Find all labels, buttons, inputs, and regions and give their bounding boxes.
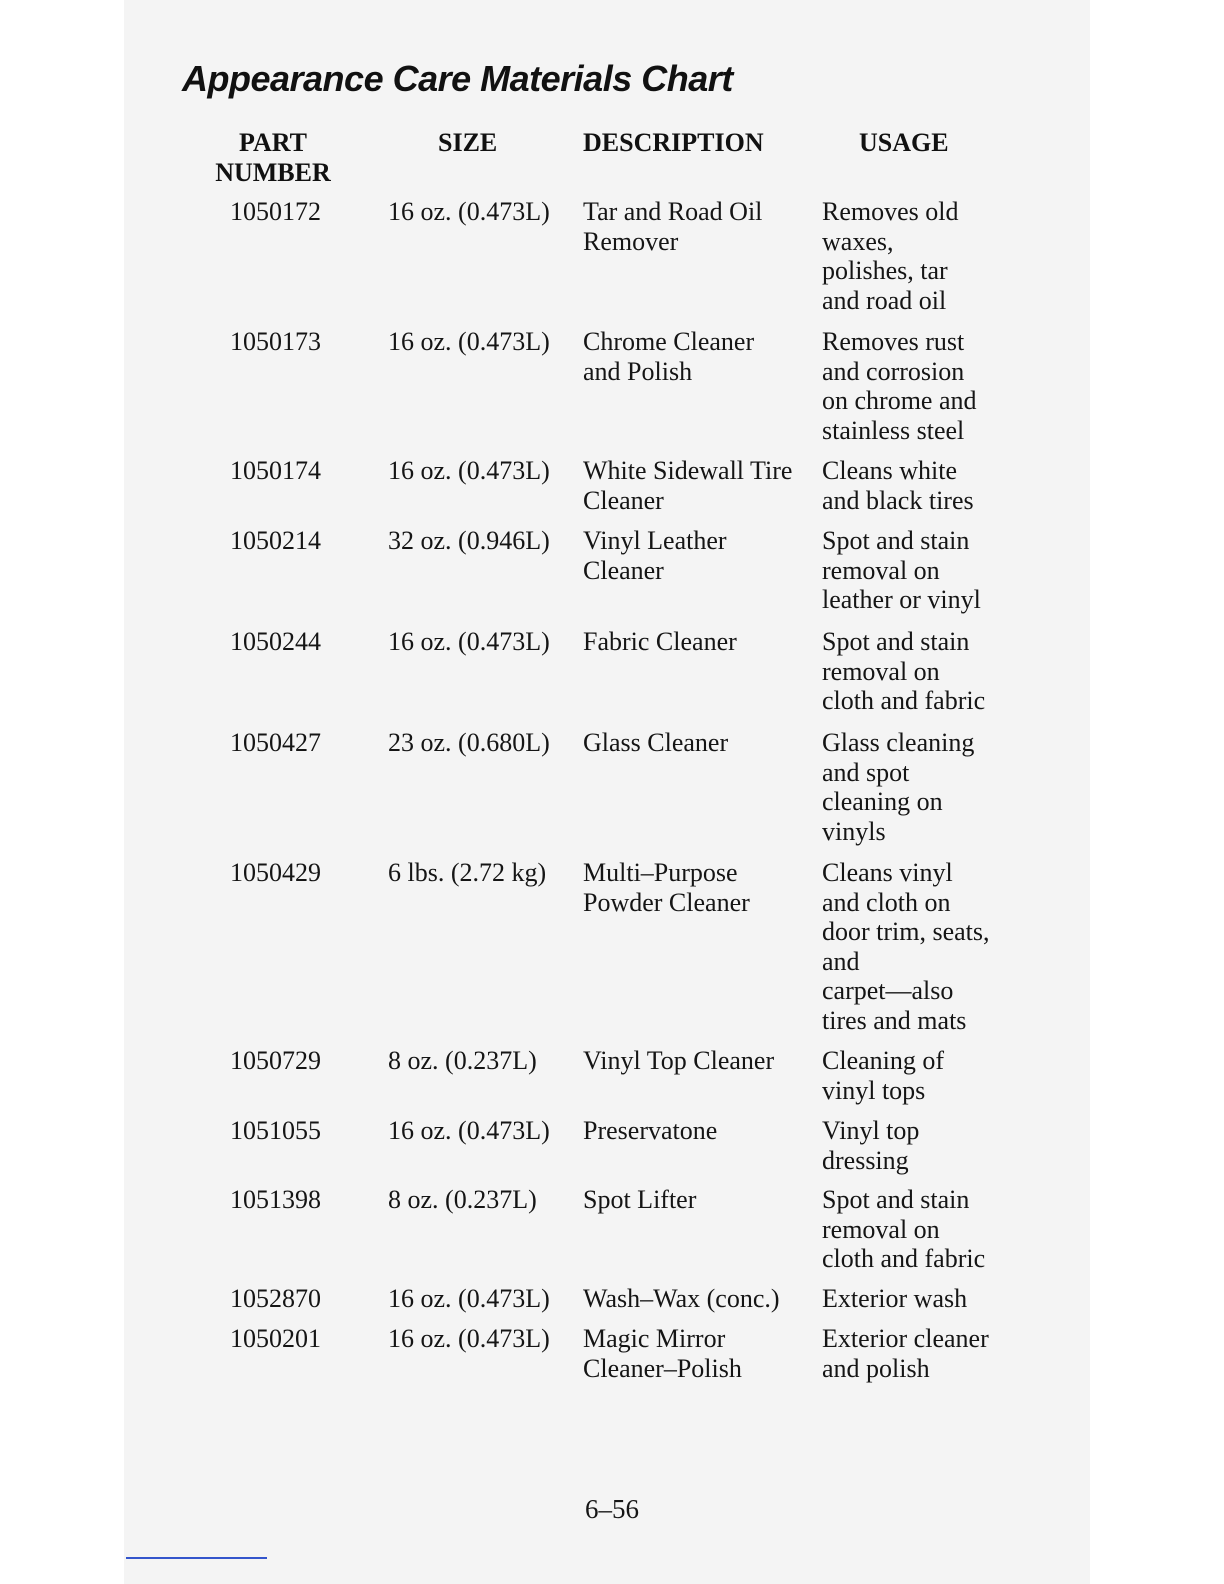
description-cell: Preservatone — [583, 1116, 718, 1145]
usage-cell: Removes rust and corrosion on chrome and stainless steel — [822, 327, 977, 445]
size-cell: 16 oz. (0.473L) — [388, 327, 550, 356]
description-cell: Vinyl Top Cleaner — [583, 1046, 775, 1075]
part-number-cell: 1051398 — [230, 1185, 321, 1214]
description-cell: Wash–Wax (conc.) — [583, 1284, 780, 1313]
size-cell: 16 oz. (0.473L) — [388, 627, 550, 656]
size-cell: 23 oz. (0.680L) — [388, 728, 550, 757]
part-number-cell: 1050173 — [230, 327, 321, 356]
description-cell: Glass Cleaner — [583, 728, 729, 757]
header-part-line1: PART — [239, 128, 307, 157]
usage-cell: Cleans vinyl and cloth on door trim, seats, and carpet—also tires and mats — [822, 858, 990, 1035]
description-cell: Vinyl Leather Cleaner — [583, 526, 727, 585]
size-cell: 8 oz. (0.237L) — [388, 1185, 537, 1214]
description-cell: Tar and Road Oil Remover — [583, 197, 763, 256]
size-cell: 16 oz. (0.473L) — [388, 197, 550, 226]
page-title: Appearance Care Materials Chart — [182, 58, 733, 99]
part-number-cell: 1050429 — [230, 858, 321, 887]
part-number-cell: 1050729 — [230, 1046, 321, 1075]
header-size: SIZE — [438, 128, 498, 157]
header-usage: USAGE — [859, 128, 949, 157]
usage-cell: Spot and stain removal on cloth and fabric — [822, 1185, 986, 1274]
usage-cell: Cleaning of vinyl tops — [822, 1046, 945, 1105]
usage-cell: Cleans white and black tires — [822, 456, 974, 515]
description-cell: Magic Mirror Cleaner–Polish — [583, 1324, 742, 1383]
usage-cell: Vinyl top dressing — [822, 1116, 920, 1175]
usage-cell: Exterior wash — [822, 1284, 968, 1313]
part-number-cell: 1050214 — [230, 526, 321, 555]
header-description: DESCRIPTION — [583, 128, 764, 157]
usage-cell: Removes old waxes, polishes, tar and road oil — [822, 197, 959, 315]
description-cell: Chrome Cleaner and Polish — [583, 327, 755, 386]
page-number: 6–56 — [585, 1494, 639, 1524]
description-cell: Spot Lifter — [583, 1185, 697, 1214]
size-cell: 16 oz. (0.473L) — [388, 1116, 550, 1145]
part-number-cell: 1051055 — [230, 1116, 321, 1145]
part-number-cell: 1052870 — [230, 1284, 321, 1313]
size-cell: 16 oz. (0.473L) — [388, 1324, 550, 1353]
part-number-cell: 1050172 — [230, 197, 321, 226]
usage-cell: Spot and stain removal on leather or vinyl — [822, 526, 981, 615]
description-cell: Multi–Purpose Powder Cleaner — [583, 858, 750, 917]
size-cell: 6 lbs. (2.72 kg) — [388, 858, 547, 887]
size-cell: 16 oz. (0.473L) — [388, 456, 550, 485]
part-number-cell: 1050244 — [230, 627, 321, 656]
usage-cell: Exterior cleaner and polish — [822, 1324, 989, 1383]
size-cell: 8 oz. (0.237L) — [388, 1046, 537, 1075]
header-part-line2: NUMBER — [215, 158, 331, 187]
size-cell: 32 oz. (0.946L) — [388, 526, 550, 555]
description-cell: Fabric Cleaner — [583, 627, 737, 656]
usage-cell: Glass cleaning and spot cleaning on vinyls — [822, 728, 975, 846]
description-cell: White Sidewall Tire Cleaner — [583, 456, 793, 515]
part-number-cell: 1050174 — [230, 456, 321, 485]
size-cell: 16 oz. (0.473L) — [388, 1284, 550, 1313]
part-number-cell: 1050427 — [230, 728, 321, 757]
header-part-number — [212, 128, 334, 188]
link-underline[interactable] — [126, 1557, 267, 1559]
usage-cell: Spot and stain removal on cloth and fabric — [822, 627, 986, 716]
part-number-cell: 1050201 — [230, 1324, 321, 1353]
